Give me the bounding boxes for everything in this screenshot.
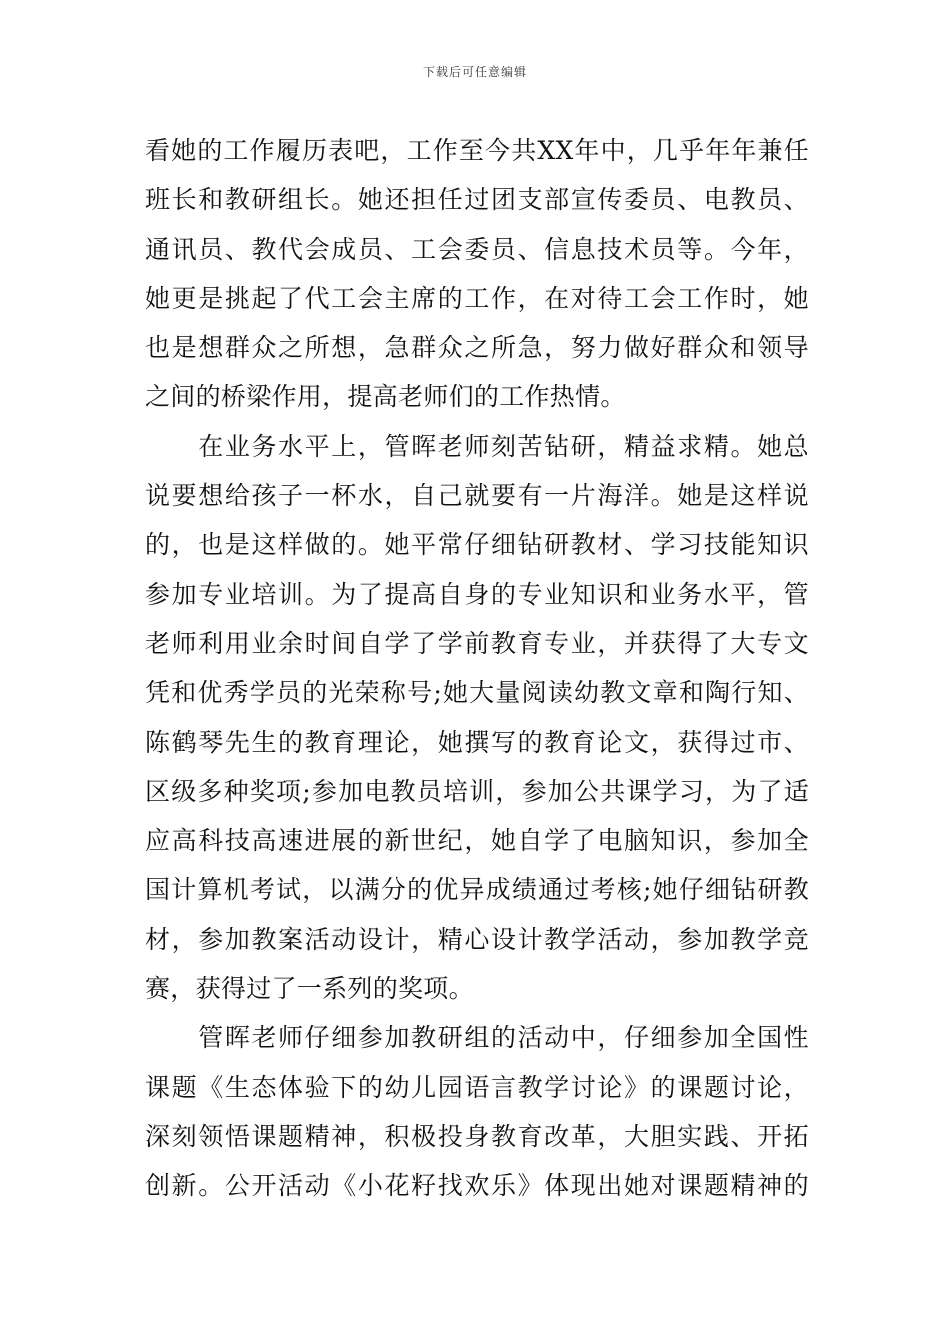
text-line: 她更是挑起了代工会主席的工作，在对待工会工作时，她 <box>145 283 809 313</box>
document-body <box>145 126 809 1211</box>
text-line: 参加专业培训。为了提高自身的专业知识和业务水平，管 <box>145 579 809 609</box>
text-line: 材，参加教案活动设计，精心设计教学活动，参加教学竞 <box>145 924 809 954</box>
text-line: 也是想群众之所想，急群众之所急，努力做好群众和领导 <box>145 333 809 363</box>
text-line: 课题《生态体验下的幼儿园语言教学讨论》的课题讨论， <box>145 1072 809 1102</box>
text-line: 在业务水平上，管晖老师刻苦钻研，精益求精。她总 <box>145 431 809 461</box>
text-line: 凭和优秀学员的光荣称号;她大量阅读幼教文章和陶行知、 <box>145 678 809 708</box>
text-line: 应高科技高速进展的新世纪，她自学了电脑知识，参加全 <box>145 826 809 856</box>
text-line: 通讯员、教代会成员、工会委员、信息技术员等。今年， <box>145 234 809 264</box>
text-line: 老师利用业余时间自学了学前教育专业，并获得了大专文 <box>145 628 809 658</box>
text-line: 国计算机考试，以满分的优异成绩通过考核;她仔细钻研教 <box>145 875 809 905</box>
text-line: 陈鹤琴先生的教育理论，她撰写的教育论文，获得过市、 <box>145 727 809 757</box>
text-line: 深刻领悟课题精神，积极投身教育改革，大胆实践、开拓 <box>145 1121 809 1151</box>
text-line: 看她的工作履历表吧，工作至今共XX年中，几乎年年兼任 <box>145 136 809 165</box>
page-header: 下载后可任意编辑 <box>422 65 527 79</box>
text-line: 说要想给孩子一杯水，自己就要有一片海洋。她是这样说 <box>145 481 809 511</box>
text-line: 之间的桥梁作用，提高老师们的工作热情。 <box>145 382 626 412</box>
text-line: 管晖老师仔细参加教研组的活动中，仔细参加全国性 <box>145 1023 809 1053</box>
paragraph-2 <box>145 422 809 1014</box>
paragraph-1 <box>145 126 809 422</box>
text-line: 的，也是这样做的。她平常仔细钻研教材、学习技能知识 <box>145 530 809 560</box>
text-line: 班长和教研组长。她还担任过团支部宣传委员、电教员、 <box>145 185 809 215</box>
text-line: 创新。公开活动《小花籽找欢乐》体现出她对课题精神的 <box>145 1171 809 1201</box>
paragraph-3 <box>145 1013 809 1210</box>
text-line: 赛，获得过了一系列的奖项。 <box>145 974 474 1004</box>
text-line: 区级多种奖项;参加电教员培训，参加公共课学习，为了适 <box>145 776 809 806</box>
